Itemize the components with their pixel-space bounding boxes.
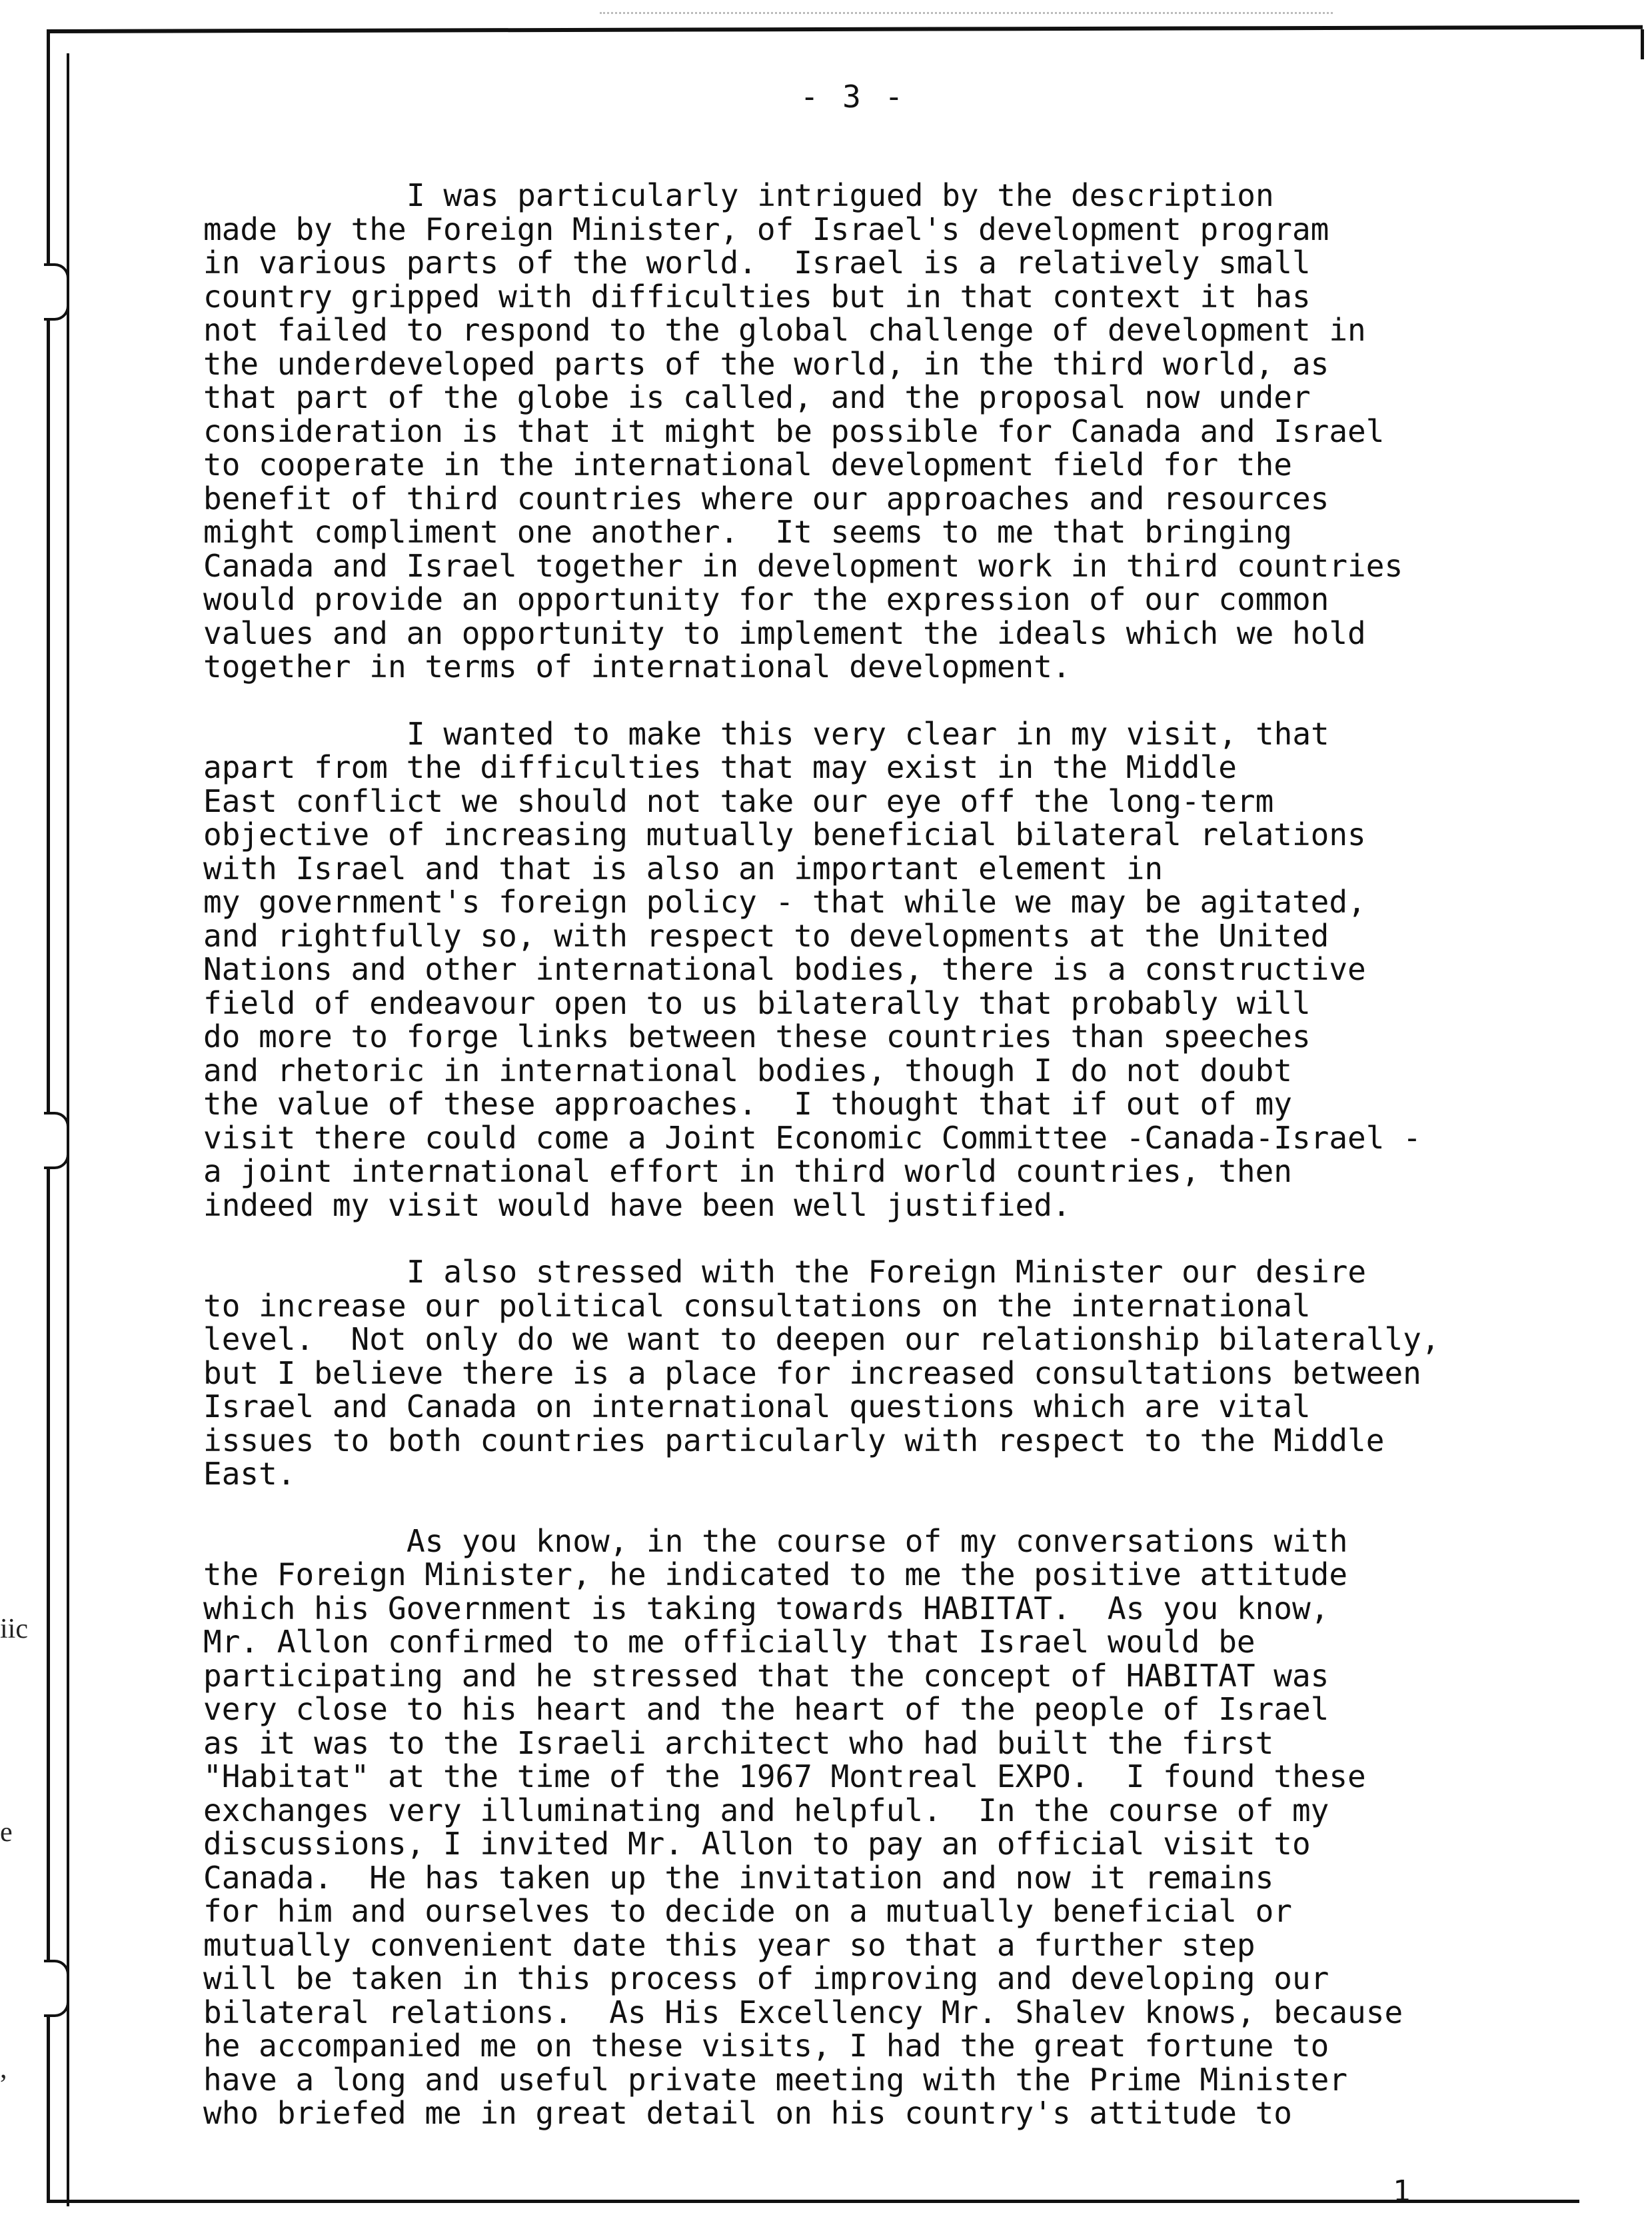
top-border-rule — [47, 25, 1643, 33]
text-line: benefit of third countries where our approaches and resources — [203, 480, 1329, 517]
text-line: do more to forge links between these countries than speeches — [203, 1019, 1311, 1055]
text-line: exchanges very illuminating and helpful. In the course of my — [203, 1792, 1329, 1828]
text-line: I wanted to make this very clear in my visit, that — [407, 715, 1329, 752]
margin-fragment: iic — [0, 1614, 28, 1644]
text-line: the Foreign Minister, he indicated to me the positive attitude — [203, 1556, 1348, 1592]
scan-artifact — [600, 12, 1333, 18]
text-line: and rightfully so, with respect to developments at the United — [203, 917, 1329, 954]
text-line: very close to his heart and the heart of the people of Israel — [203, 1691, 1329, 1727]
text-line: my government's foreign policy - that while we may be agitated, — [203, 884, 1366, 920]
text-line: together in terms of international development. — [203, 649, 1071, 685]
footer-mark: 1 — [1393, 2174, 1411, 2208]
paragraph — [203, 179, 1629, 684]
letter-body — [203, 179, 1629, 2164]
text-line: not failed to respond to the global challenge of development in — [203, 312, 1366, 348]
text-line: will be taken in this process of improving and developing our — [203, 1960, 1329, 1996]
text-line: As you know, in the course of my conversations with — [407, 1522, 1348, 1559]
binder-clip-middle — [44, 1112, 69, 1169]
text-line: consideration is that it might be possible for Canada and Israel — [203, 413, 1385, 449]
text-line: as it was to the Israeli architect who had built the first — [203, 1724, 1274, 1761]
text-line: might compliment one another. It seems to me that bringing — [203, 514, 1292, 550]
text-line: bilateral relations. As His Excellency Mr. Shalev knows, because — [203, 1994, 1403, 2030]
text-line: values and an opportunity to implement the ideals which we hold — [203, 615, 1366, 651]
text-line: to cooperate in the international development field for the — [203, 447, 1292, 483]
text-line: in various parts of the world. Israel is a relatively small — [203, 245, 1311, 281]
text-line: Mr. Allon confirmed to me officially that Israel would be — [203, 1624, 1255, 1660]
text-line: indeed my visit would have been well justified. — [203, 1186, 1071, 1223]
text-line: who briefed me in great detail on his country's attitude to — [203, 2095, 1292, 2131]
text-line: would provide an opportunity for the expression of our common — [203, 581, 1329, 617]
text-line: mutually convenient date this year so that a further step — [203, 1926, 1255, 1963]
paragraph — [203, 1255, 1629, 1491]
binder-clip-bottom — [44, 1960, 69, 2017]
text-line: that part of the globe is called, and the proposal now under — [203, 379, 1311, 415]
text-line: to increase our political consultations on the international — [203, 1287, 1311, 1324]
text-line: visit there could come a Joint Economic Committee -Canada-Israel - — [203, 1119, 1421, 1156]
text-line: participating and he stressed that the concept of HABITAT was — [203, 1657, 1329, 1694]
page-number: - 3 - — [800, 79, 906, 115]
text-line: made by the Foreign Minister, of Israel's development program — [203, 211, 1329, 247]
text-line: but I believe there is a place for increased consultations between — [203, 1354, 1421, 1391]
margin-fragment: e — [0, 1817, 13, 1848]
text-line: I also stressed with the Foreign Minister our desire — [407, 1254, 1367, 1290]
text-line: with Israel and that is also an important element in — [203, 850, 1164, 887]
binder-clip-top — [44, 263, 69, 321]
text-line: "Habitat" at the time of the 1967 Montreal EXPO. I found these — [203, 1758, 1366, 1794]
text-line: apart from the difficulties that may exist in the Middle — [203, 749, 1237, 785]
text-line: a joint international effort in third world countries, then — [203, 1153, 1292, 1189]
text-line: country gripped with difficulties but in that context it has — [203, 278, 1311, 315]
text-line: Canada and Israel together in development work in third countries — [203, 547, 1403, 584]
text-line: level. Not only do we want to deepen our relationship bilaterally, — [203, 1321, 1440, 1357]
text-line: he accompanied me on these visits, I had the great fortune to — [203, 2028, 1329, 2064]
text-line: which his Government is taking towards HABITAT. As you know, — [203, 1590, 1329, 1626]
text-line: objective of increasing mutually beneficial bilateral relations — [203, 817, 1366, 853]
text-line: have a long and useful private meeting with the Prime Minister — [203, 2061, 1348, 2098]
text-line: East. — [203, 1456, 296, 1492]
bottom-border-rule — [47, 2200, 1579, 2203]
text-line: East conflict we should not take our eye off the long-term — [203, 783, 1274, 819]
text-line: discussions, I invited Mr. Allon to pay an official visit to — [203, 1826, 1311, 1862]
margin-fragment: , — [0, 2054, 7, 2084]
top-right-corner-rule — [1641, 29, 1644, 59]
text-line: Israel and Canada on international questions which are vital — [203, 1388, 1311, 1424]
text-line: the underdeveloped parts of the world, in the third world, as — [203, 345, 1329, 382]
text-line: and rhetoric in international bodies, though I do not doubt — [203, 1052, 1292, 1089]
paragraph — [203, 1524, 1629, 2130]
text-line: for him and ourselves to decide on a mutually beneficial or — [203, 1893, 1292, 1929]
text-line: Canada. He has taken up the invitation and now it remains — [203, 1859, 1274, 1896]
text-line: field of endeavour open to us bilaterally that probably will — [203, 985, 1311, 1021]
text-line: Nations and other international bodies, there is a constructive — [203, 951, 1366, 987]
text-line: I was particularly intrigued by the description — [407, 177, 1274, 213]
text-line: issues to both countries particularly with respect to the Middle — [203, 1422, 1385, 1458]
text-line: the value of these approaches. I thought that if out of my — [203, 1086, 1292, 1122]
paragraph — [203, 717, 1629, 1222]
